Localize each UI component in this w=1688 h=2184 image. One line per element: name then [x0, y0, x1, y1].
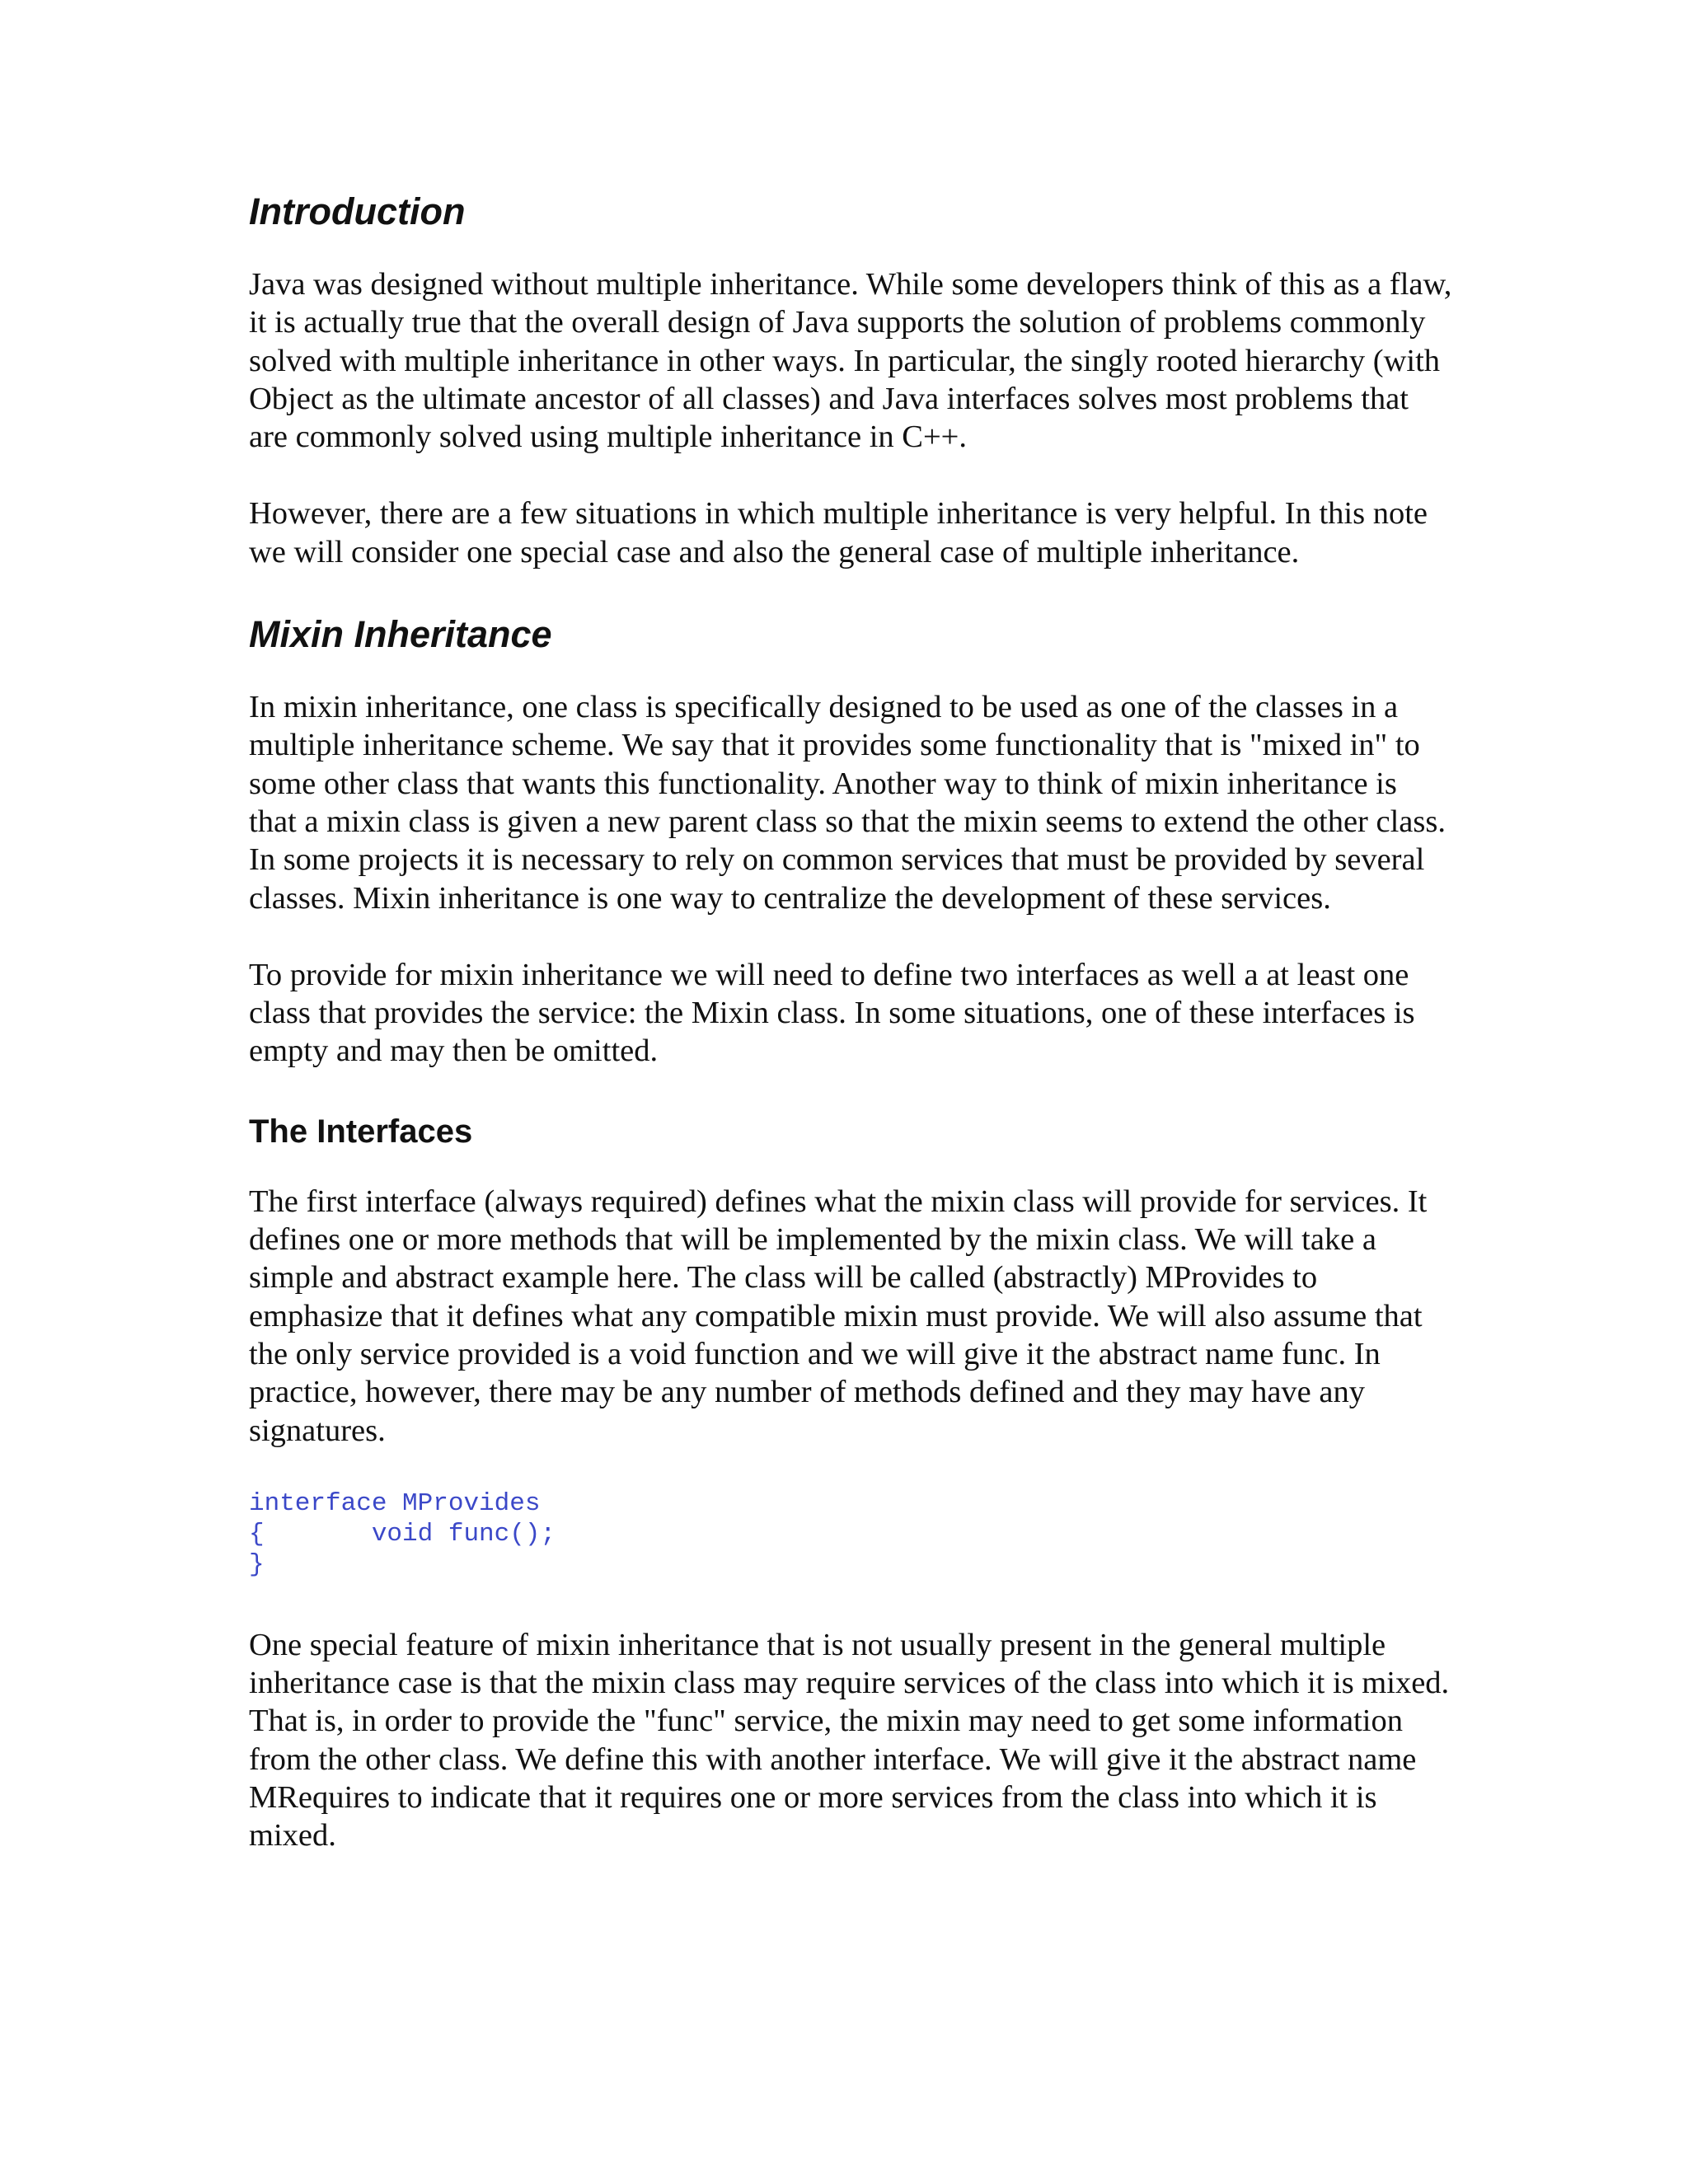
- paragraph: One special feature of mixin inheritance that is not usually present in the general multiple inheritance case is that the mixin class may require services of the class into which it is mixed. That is, in order to provide the "func" service, the mixin may need to get some information from the other class. We define this with another interface. We will give it the abstract name MRequires to indicate that it requires one or more services from the class into which it is mixed.: [249, 1627, 1450, 1854]
- paragraph: Java was designed without multiple inheritance. While some developers think of this as a flaw, it is actually true that the overall design of Java supports the solution of problems commonly solved with multiple inheritance in other ways. In particular, the singly rooted hierarchy (with Object as the ultimate ancestor of all classes) and Java interfaces solves most problems that are commonly solved using multiple inheritance in C++.: [249, 267, 1452, 455]
- section-heading-mixin-inheritance: Mixin Inheritance: [249, 613, 552, 656]
- section-heading-introduction: Introduction: [249, 190, 466, 232]
- paragraph: The first interface (always required) defines what the mixin class will provide for services. It defines one or more methods that will be implemented by the mixin class. We will take a simple and abstract example here. The class will be called (abstractly) MProvides to emphasize that it defines what any compatible mixin must provide. We will also assume that the only service provided is a void function and we will give it the abstract name func. In practice, however, there may be any number of methods defined and they may have any signatures.: [249, 1183, 1428, 1448]
- document-page: [249, 190, 1452, 1894]
- paragraph: In mixin inheritance, one class is specifically designed to be used as one of the classes in a multiple inheritance scheme. We say that it provides some functionality that is "mixed in" to some other class that wants this functionality. Another way to think of mixin inheritance is that a mixin class is given a new parent class so that the mixin seems to extend the other class. In some projects it is necessary to rely on common services that must be provided by several classes. Mixin inheritance is one way to centralize the development of these services.: [249, 690, 1446, 916]
- code-block-mprovides: interface MProvides { void func(); }: [249, 1488, 556, 1579]
- paragraph: However, there are a few situations in which multiple inheritance is very helpful. In this note we will consider one special case and also the general case of multiple inheritance.: [249, 496, 1428, 569]
- paragraph: To provide for mixin inheritance we will need to define two interfaces as well a at least one class that provides the service: the Mixin class. In some situations, one of these interfaces is empty and may then be omitted.: [249, 957, 1415, 1069]
- subsection-heading-the-interfaces: The Interfaces: [249, 1113, 473, 1150]
